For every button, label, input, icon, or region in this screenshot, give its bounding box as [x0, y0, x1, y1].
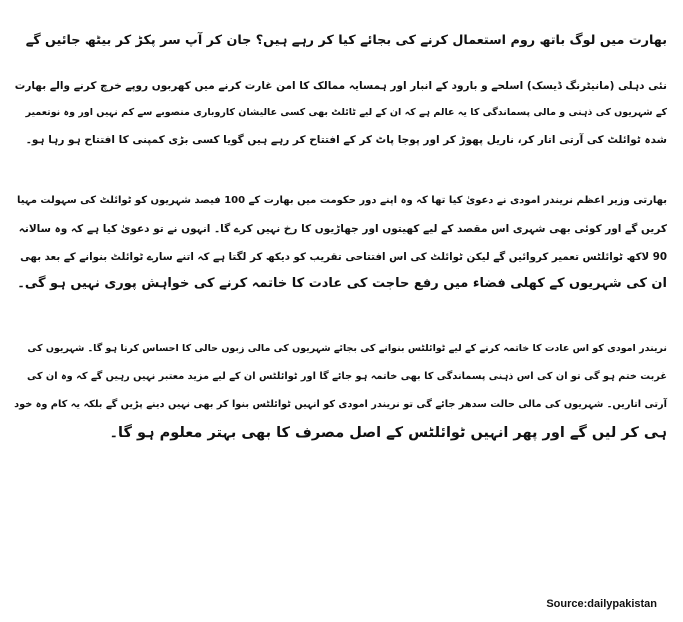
- article-title: بھارت میں لوگ باتھ روم استعمال کرنے کی بجائے کیا کر رہے ہیں؟ جان کر آپ سر پکڑ کر بیٹھ جائیں گے: [25, 33, 667, 48]
- paragraph-line: ہی کر لیں گے اور پھر انہیں ٹوائلٹس کے اصل مصرف کا بھی بہتر معلوم ہو گا۔: [109, 425, 667, 441]
- paragraph-line: 90 لاکھ ٹوائلٹس تعمیر کروائیں گے لیکن ٹوائلٹ کی اس افتتاحی تقریب کو دیکھ کر لگتا ہے کہ اتنے سارے ٹوائلٹ بنوانے کے بعد بھی: [20, 251, 667, 263]
- paragraph-line: نریندر امودی کو اس عادت کا خاتمہ کرنے کے لیے ٹوائلٹس بنوانے کی بجائے شہریوں کی مالی زبوں حالی کا احساس کرنا ہو گا۔ شہریوں کی: [27, 343, 667, 354]
- paragraph-line: آرتی اتاریں۔ شہریوں کی مالی حالت سدھر جائے گی تو نریندر امودی کو انہیں ٹوائلٹس بنوا کر بھی نہیں دینے پڑیں گے بلکہ یہ کام وہ خود: [14, 399, 667, 410]
- paragraph-line: نئی دہلی (مانیٹرنگ ڈیسک) اسلحے و بارود کے انبار اور ہمسایہ ممالک کا امن غارت کرنے میں کھربوں روپے خرچ کرنے والے بھارت: [14, 80, 667, 92]
- paragraph-line: شدہ ٹوائلٹ کی آرتی اتار کر، ناریل پھوڑ کر اور پوجا پاٹ کر کے افتتاح کر رہے ہیں گویا کسی بڑی کمپنی کا افتتاح ہو رہا ہو۔: [25, 134, 667, 146]
- paragraph-line: کریں گے اور کوئی بھی شہری اس مقصد کے لیے کھیتوں اور جھاڑیوں کا رخ نہیں کرے گا۔ انہوں نے تو دعویٰ کیا ہے کہ وہ سالانہ: [18, 223, 667, 235]
- article: [14, 30, 667, 615]
- paragraph-line: ان کی شہریوں کے کھلی فضاء میں رفع حاجت کی عادت کا خاتمہ کرنے کی خواہش پوری نہیں ہو گی۔: [17, 276, 667, 291]
- paragraph-line: غربت ختم ہو گی تو ان کی اس ذہنی پسماندگی کا بھی خاتمہ ہو جائے گا اور ٹوائلٹس ان کے لیے مزید معتبر نہیں رہیں گے کہ وہ ان کی: [26, 371, 667, 382]
- source-credit: Source:dailypakistan: [546, 598, 657, 610]
- paragraph-line: بھارتی وزیر اعظم نریندر امودی نے دعویٰ کیا تھا کہ وہ اپنے دور حکومت میں بھارت کے 100 فیصد شہریوں کو ٹوائلٹ کی سہولت مہیا: [17, 195, 667, 206]
- paragraph-line: کے شہریوں کی ذہنی و مالی پسماندگی کا یہ عالم ہے کہ ان کے لیے ٹائلٹ بھی کسی عالیشان کاروباری منصوبے سے کم نہیں اور وہ نوتعمیر: [25, 107, 667, 118]
